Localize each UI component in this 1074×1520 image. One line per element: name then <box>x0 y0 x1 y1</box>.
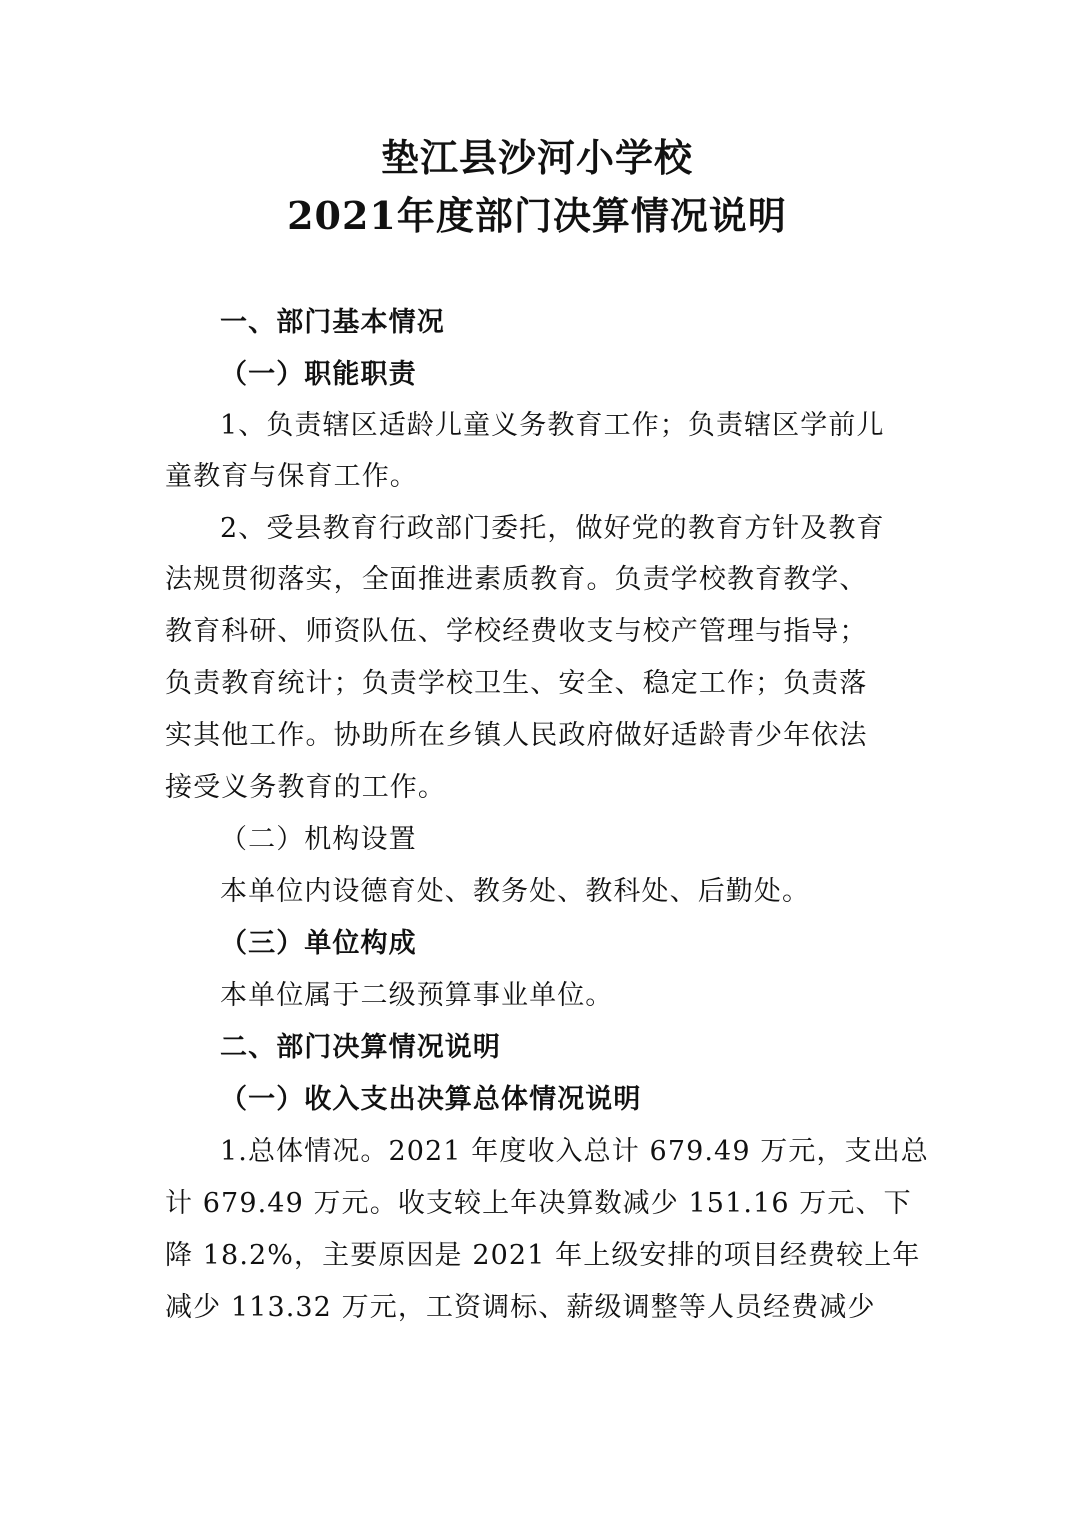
section-heading-1: 一、部门基本情况 <box>220 307 445 338</box>
paragraph-line: 童教育与保育工作。 <box>165 461 418 492</box>
section-heading-2: 二、部门决算情况说明 <box>220 1032 501 1063</box>
paragraph-line: 1、负责辖区适龄儿童义务教育工作；负责辖区学前儿 <box>220 410 885 441</box>
paragraph-line: 教育科研、师资队伍、学校经费收支与校产管理与指导； <box>165 616 868 647</box>
document-title-school: 垫江县沙河小学校 <box>380 135 693 180</box>
paragraph-line: 2、受县教育行政部门委托，做好党的教育方针及教育 <box>220 513 885 544</box>
paragraph-line: 实其他工作。协助所在乡镇人民政府做好适龄青少年依法 <box>165 720 868 751</box>
subsection-heading-composition: （三）单位构成 <box>220 928 417 959</box>
subsection-heading-duties: （一）职能职责 <box>220 359 417 390</box>
paragraph-line: 计 679.49 万元。收支较上年决算数减少 151.16 万元、下 <box>165 1188 912 1219</box>
subsection-heading-organization: （二）机构设置 <box>220 824 417 855</box>
paragraph-line: 负责教育统计；负责学校卫生、安全、稳定工作；负责落 <box>165 668 868 699</box>
subsection-heading-overview: （一）收入支出决算总体情况说明 <box>220 1084 642 1115</box>
paragraph-line: 本单位属于二级预算事业单位。 <box>220 980 614 1011</box>
paragraph-line: 降 18.2%，主要原因是 2021 年上级安排的项目经费较上年 <box>165 1240 921 1271</box>
paragraph-line: 1.总体情况。2021 年度收入总计 679.49 万元，支出总 <box>220 1136 929 1167</box>
paragraph-line: 接受义务教育的工作。 <box>165 772 446 803</box>
document-title-report: 2021年度部门决算情况说明 <box>287 193 787 238</box>
paragraph-line: 法规贯彻落实，全面推进素质教育。负责学校教育教学、 <box>165 564 868 595</box>
paragraph-line: 减少 113.32 万元，工资调标、薪级调整等人员经费减少 <box>165 1292 876 1323</box>
paragraph-line: 本单位内设德育处、教务处、教科处、后勤处。 <box>220 876 811 907</box>
